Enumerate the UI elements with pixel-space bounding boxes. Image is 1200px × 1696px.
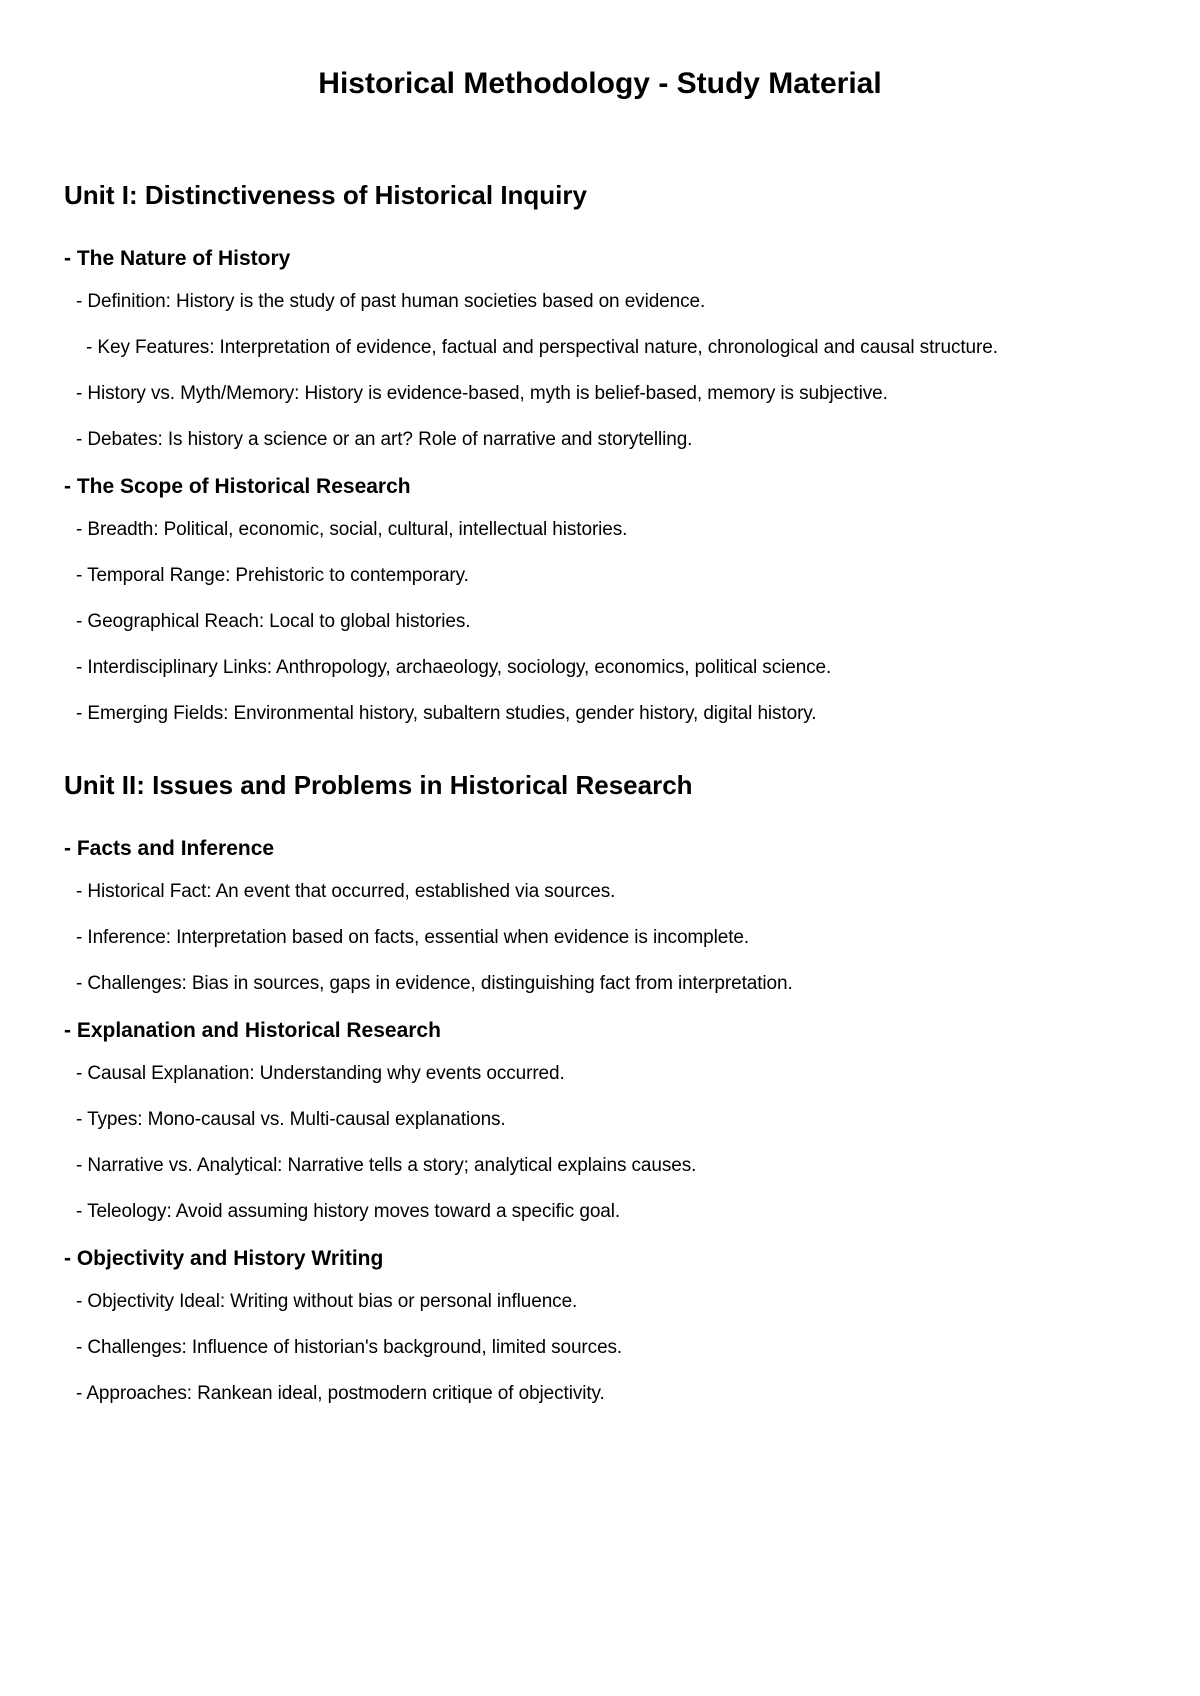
list-item: - Definition: History is the study of past human societies based on evidence.	[76, 291, 706, 312]
document-title: Historical Methodology - Study Material	[318, 67, 882, 100]
section-scope-of-historical-research	[64, 472, 1148, 728]
list-item: - Challenges: Influence of historian's background, limited sources.	[76, 1337, 623, 1358]
document-body	[64, 178, 1148, 1426]
list-item: - Inference: Interpretation based on facts, essential when evidence is incomplete.	[76, 927, 750, 948]
list-item: - Interdisciplinary Links: Anthropology, archaeology, sociology, economics, political science.	[76, 657, 832, 678]
unit-heading: Unit II: Issues and Problems in Historical Research	[64, 770, 693, 800]
list-item: - Causal Explanation: Understanding why events occurred.	[76, 1063, 565, 1084]
list-item: - Temporal Range: Prehistoric to contemporary.	[76, 565, 469, 586]
list-item: - Types: Mono-causal vs. Multi-causal explanations.	[76, 1109, 506, 1130]
section-nature-of-history	[64, 244, 1148, 454]
list-item: - Breadth: Political, economic, social, cultural, intellectual histories.	[76, 519, 628, 540]
section-explanation-and-historical-research	[64, 1016, 1148, 1226]
section-facts-and-inference	[64, 834, 1148, 998]
section-objectivity-and-history-writing	[64, 1244, 1148, 1408]
list-item: - Emerging Fields: Environmental history, subaltern studies, gender history, digital history.	[76, 703, 817, 724]
list-item: - Narrative vs. Analytical: Narrative tells a story; analytical explains causes.	[76, 1155, 697, 1176]
section-heading: - The Nature of History	[64, 247, 291, 270]
unit-1	[64, 178, 1148, 728]
section-heading: - Objectivity and History Writing	[64, 1247, 384, 1270]
unit-heading: Unit I: Distinctiveness of Historical Inquiry	[64, 180, 587, 210]
list-item: - Debates: Is history a science or an art? Role of narrative and storytelling.	[76, 429, 693, 450]
list-item: - Teleology: Avoid assuming history moves toward a specific goal.	[76, 1201, 621, 1222]
list-item: - Objectivity Ideal: Writing without bias or personal influence.	[76, 1291, 578, 1312]
section-heading: - Explanation and Historical Research	[64, 1019, 441, 1042]
list-item: - History vs. Myth/Memory: History is evidence-based, myth is belief-based, memory is subjective.	[76, 383, 888, 404]
unit-2	[64, 768, 1148, 1408]
list-item: - Geographical Reach: Local to global histories.	[76, 611, 471, 632]
section-heading: - Facts and Inference	[64, 837, 275, 860]
list-item: - Historical Fact: An event that occurred, established via sources.	[76, 881, 616, 902]
list-item: - Key Features: Interpretation of evidence, factual and perspectival nature, chronological and causal structure.	[86, 337, 998, 358]
section-heading: - The Scope of Historical Research	[64, 475, 411, 498]
list-item: - Approaches: Rankean ideal, postmodern critique of objectivity.	[76, 1383, 605, 1404]
list-item: - Challenges: Bias in sources, gaps in evidence, distinguishing fact from interpretation.	[76, 973, 793, 994]
